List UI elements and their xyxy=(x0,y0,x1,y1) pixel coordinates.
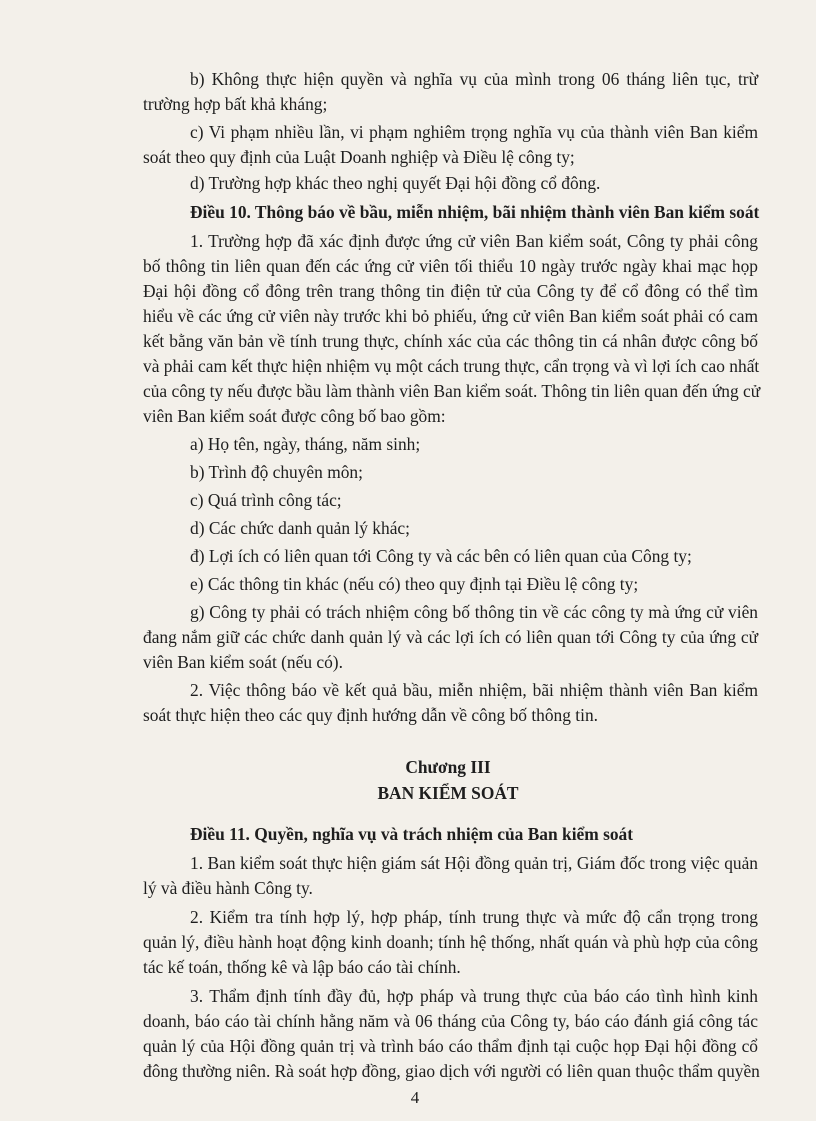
text-line: bố thông tin liên quan đến các ứng cử viên tối thiểu 10 ngày trước ngày khai mạc họp xyxy=(143,256,758,276)
text-line: c) Quá trình công tác; xyxy=(190,490,342,510)
heading-line: Điều 10. Thông báo về bầu, miễn nhiệm, bãi nhiệm thành viên Ban kiểm soát xyxy=(190,202,760,222)
text-line: 3. Thẩm định tính đầy đủ, hợp pháp và trung thực của báo cáo tình hình kinh xyxy=(190,986,758,1006)
text-line: d) Trường hợp khác theo nghị quyết Đại hội đồng cổ đông. xyxy=(190,173,601,193)
text-line: 1. Trường hợp đã xác định được ứng cử viên Ban kiểm soát, Công ty phải công xyxy=(190,231,758,251)
text-line: b) Trình độ chuyên môn; xyxy=(190,462,363,482)
heading-line: Điều 11. Quyền, nghĩa vụ và trách nhiệm của Ban kiểm soát xyxy=(190,824,634,844)
text-line: đông thường niên. Rà soát hợp đồng, giao dịch với người có liên quan thuộc thẩm quyền xyxy=(143,1061,760,1081)
text-line: quản lý, điều hành hoạt động kinh doanh; tính hệ thống, nhất quán và phù hợp của công xyxy=(143,932,758,952)
text-line: b) Không thực hiện quyền và nghĩa vụ của mình trong 06 tháng liên tục, trừ xyxy=(190,69,758,89)
text-line: doanh, báo cáo tài chính hằng năm và 06 tháng của Công ty, báo cáo đánh giá công tác xyxy=(143,1011,758,1031)
text-line: và phải cam kết thực hiện nhiệm vụ một cách trung thực, cẩn trọng và vì lợi ích cao nhất xyxy=(143,356,760,376)
text-line: của công ty nếu được bầu làm thành viên Ban kiểm soát. Thông tin liên quan đến ứng cử xyxy=(143,381,761,401)
text-line: viên Ban kiểm soát (nếu có). xyxy=(143,652,343,672)
text-line: soát theo quy định của Luật Doanh nghiệp và Điều lệ công ty; xyxy=(143,147,575,167)
text-line: quản lý của Hội đồng quản trị và trình báo cáo thẩm định tại cuộc họp Đại hội đồng cổ xyxy=(143,1036,758,1056)
text-line: 1. Ban kiểm soát thực hiện giám sát Hội đồng quản trị, Giám đốc trong việc quản xyxy=(190,853,758,873)
text-line: e) Các thông tin khác (nếu có) theo quy định tại Điều lệ công ty; xyxy=(190,574,639,594)
page-number: 4 xyxy=(410,1088,420,1107)
text-line: trường hợp bất khả kháng; xyxy=(143,94,328,114)
text-line: g) Công ty phải có trách nhiệm công bố thông tin về các công ty mà ứng cử viên xyxy=(190,602,758,622)
heading-line: Chương III xyxy=(405,757,491,777)
text-line: đ) Lợi ích có liên quan tới Công ty và các bên có liên quan của Công ty; xyxy=(190,546,692,566)
text-line: viên Ban kiểm soát được công bố bao gồm: xyxy=(143,406,446,426)
text-line: 2. Kiểm tra tính hợp lý, hợp pháp, tính trung thực và mức độ cẩn trọng trong xyxy=(190,907,758,927)
text-line: 2. Việc thông báo về kết quả bầu, miễn nhiệm, bãi nhiệm thành viên Ban kiểm xyxy=(190,680,758,700)
text-line: c) Vi phạm nhiều lần, vi phạm nghiêm trọng nghĩa vụ của thành viên Ban kiểm xyxy=(190,122,758,142)
text-line: a) Họ tên, ngày, tháng, năm sinh; xyxy=(190,434,421,454)
text-line: kết bằng văn bản về tính trung thực, chính xác của các thông tin cá nhân được công bố xyxy=(143,331,758,351)
heading-line: BAN KIỂM SOÁT xyxy=(377,783,519,803)
text-line: tác kế toán, thống kê và lập báo cáo tài chính. xyxy=(143,957,461,977)
text-line: d) Các chức danh quản lý khác; xyxy=(190,518,410,538)
text-line: Đại hội đồng cổ đông trên trang thông tin điện tử của Công ty để cổ đông có thể tìm xyxy=(143,281,758,301)
text-line: soát thực hiện theo các quy định hướng dẫn về công bố thông tin. xyxy=(143,705,598,725)
text-line: hiểu về các ứng cử viên này trước khi bỏ phiếu, ứng cử viên Ban kiểm soát phải có cam xyxy=(143,306,758,326)
text-line: đang nắm giữ các chức danh quản lý và các lợi ích có liên quan tới Công ty của ứng cử xyxy=(143,627,758,647)
text-line: lý và điều hành Công ty. xyxy=(143,878,313,898)
